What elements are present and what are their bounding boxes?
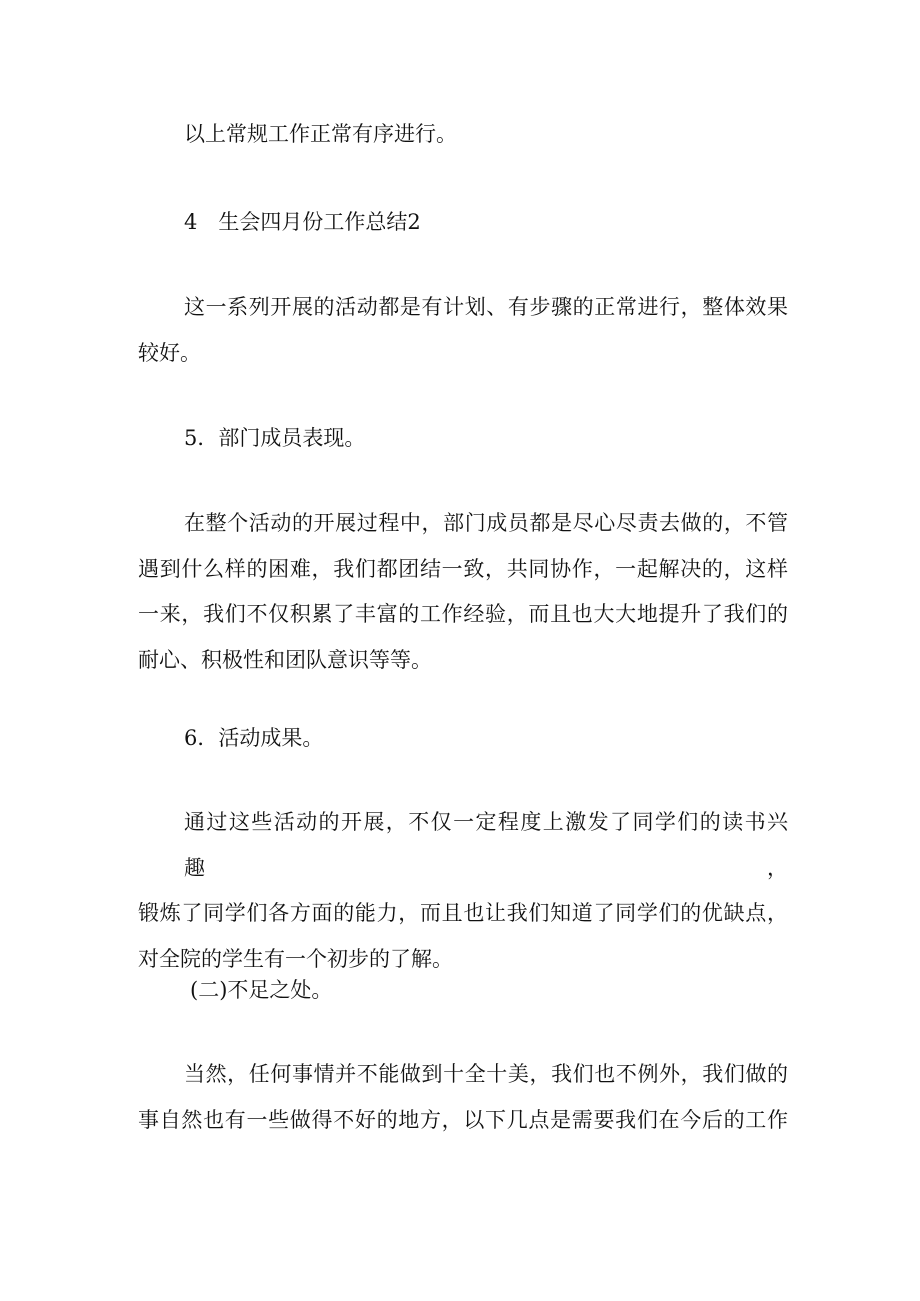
text-line: 在整个活动的开展过程中，部门成员都是尽心尽责去做的，不管 [184, 511, 788, 535]
text-line: 以上常规工作正常有序进行。 [184, 122, 457, 146]
text-line: 这一系列开展的活动都是有计划、有步骤的正常进行，整体效果 [184, 295, 788, 319]
heading-activity-results [138, 716, 788, 762]
paragraph-activity-results [138, 800, 788, 982]
text-line: 较好。 [138, 340, 201, 365]
text-line: 5．部门成员表现。 [184, 426, 366, 450]
paragraph-member-performance [138, 501, 788, 683]
text-line: 6．活动成果。 [184, 726, 324, 750]
text-line: 当然，任何事情并不能做到十全十美，我们也不例外，我们做的 [184, 1062, 788, 1086]
heading-shortcomings [138, 968, 788, 1014]
text-line: 锻炼了同学们各方面的能力，而且也让我们知道了同学们的优缺点， [138, 901, 788, 925]
text-line: 遇到什么样的困难，我们都团结一致，共同协作，一起解决的，这样 [138, 556, 788, 581]
text-line: 一来，我们不仅积累了丰富的工作经验，而且也大大地提升了我们的 [138, 602, 788, 626]
text-line: 对全院的学生有一个初步的了解。 [138, 946, 453, 971]
text-line: 4 生会四月份工作总结2 [184, 210, 421, 234]
paragraph-shortcomings [138, 1052, 788, 1143]
text-line: 通过这些活动的开展，不仅一定程度上激发了同学们的读书兴趣， [184, 810, 788, 880]
heading-april-summary [138, 200, 788, 246]
heading-member-performance [138, 416, 788, 462]
text-line: (二)不足之处。 [190, 978, 333, 1002]
text-line: 事自然也有一些做得不好的地方，以下几点是需要我们在今后的工作 [138, 1107, 788, 1132]
paragraph-routine-work [138, 112, 788, 158]
text-line: 耐心、积极性和团队意识等等。 [138, 647, 432, 672]
paragraph-activity-effect [138, 285, 788, 376]
